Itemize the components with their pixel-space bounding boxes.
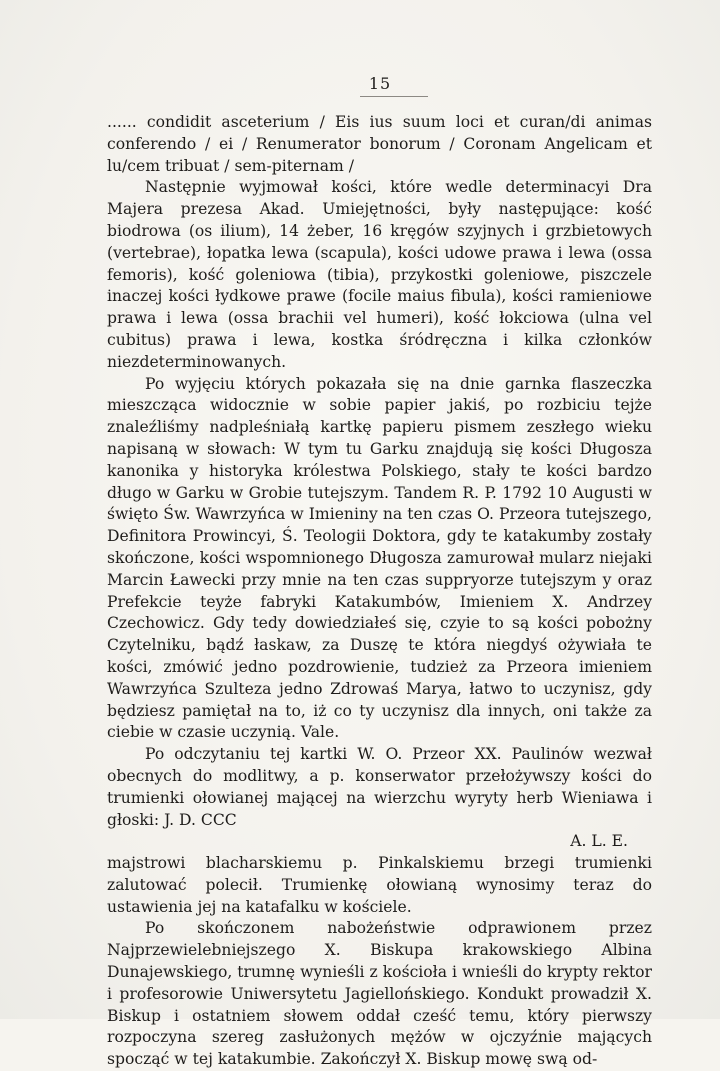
paragraph-ceremony: Po skończonem nabożeństwie odprawionem przez Najprzewielebniejszego X. Biskupa krakowskiego Albina Dunajewskiego, trumnę wynieśli z kościoła i wnieśli do krypty rektor i profesorowie Uniwersytetu Jagiellońskiego. Kondukt prowadził X. Biskup i ostatniem słowem oddał cześć temu, który pierwszy rozpoczyna szereg zasłużonych mężów w ojczyźnie mających spocząć w tej katakumbie. Zakończył X. Biskup mowę swą od-: [107, 919, 652, 1069]
paragraph-latin-inscription: ...... condidit asceterium / Eis ius suum loci et curan/di animas conferendo / ei / Renumerator bonorum / Coronam Angelicam et lu/cem tribuat / sem-piternam /: [107, 113, 652, 175]
header-rule: [360, 96, 428, 97]
paragraph-reading: Po odczytaniu tej kartki W. O. Przeor XX. Paulinów wezwał obecnych do modlitwy, a p. konserwator przełożywszy kości do trumienki ołowianej mającej na wierzchu wyryty herb Wieniawa i głoski: J. D. CCC: [107, 745, 652, 829]
paragraph-found-note: Po wyjęciu których pokazała się na dnie garnka flaszeczka mieszcząca widocznie w sobie papier jakiś, po rozbiciu tejże znaleźliśmy nadpleśniałą kartkę papieru pismem zeszłego wieku napisaną w słowach: W tym tu Garku znajdują się kości Długosza kanonika y historyka królestwa Polskiego, stały te kości bardzo długo w Garku w Grobie tutejszym. Tandem R. P. 1792 10 Augusti w święto Św. Wawrzyńca w Imieniny na ten czas O. Przeora tutejszego, Definitora Prowincyi, Ś. Teologii Doktora, gdy te katakumby zostały skończone, kości wspomnionego Długosza zamurował mularz niejaki Marcin Ławecki przy mnie na ten czas suppryorze tutejszym y oraz Prefekcie teyże fabryki Katakumbów, Imieniem X. Andrzey Czechowicz. Gdy tedy dowiedziałeś się, czyie to są kości pobożny Czytelniku, bądź łaskaw, za Duszę te która niegdyś ożywiała te kości, zmówić jedno pozdrowienie, tudzież za Przeora imieniem Wawrzyńca Szulteza jedno Zdrowaś Marya, łatwo to uczynisz, gdy będziesz pamiętał na to, iż co ty uczynisz dla innych, oni także za ciebie w czasie uczynią. Vale.: [107, 374, 652, 742]
paragraph-bones-list: Następnie wyjmował kości, które wedle determinacyi Dra Majera prezesa Akad. Umiejętności, były następujące: kość biodrowa (os ilium), 14 żeber, 16 kręgów szyjnych i grzbietowych (vertebrae), łopatka lewa (scapula), kości udowe prawa i lewa (ossa femoris), kość goleniowa (tibia), przykostki goleniowe, piszczele inaczej kości łydkowe prawe (focile maius fibula), kości ramieniowe prawa i lewa (ossa brachii vel humeri), kość łokciowa (ulna vel cubitus) prawa i lewa, kostka śródręczna i kilka członków niezdeterminowanych.: [107, 178, 652, 371]
page-number: 15: [368, 74, 392, 93]
body-text: [107, 112, 652, 1071]
paragraph-initials: A. L. E.: [570, 832, 628, 851]
paragraph-coffin: majstrowi blacharskiemu p. Pinkalskiemu brzegi trumienki zalutować polecił. Trumienkę ołowianą wynosimy teraz do ustawienia jej na katafalku w kościele.: [107, 854, 652, 916]
